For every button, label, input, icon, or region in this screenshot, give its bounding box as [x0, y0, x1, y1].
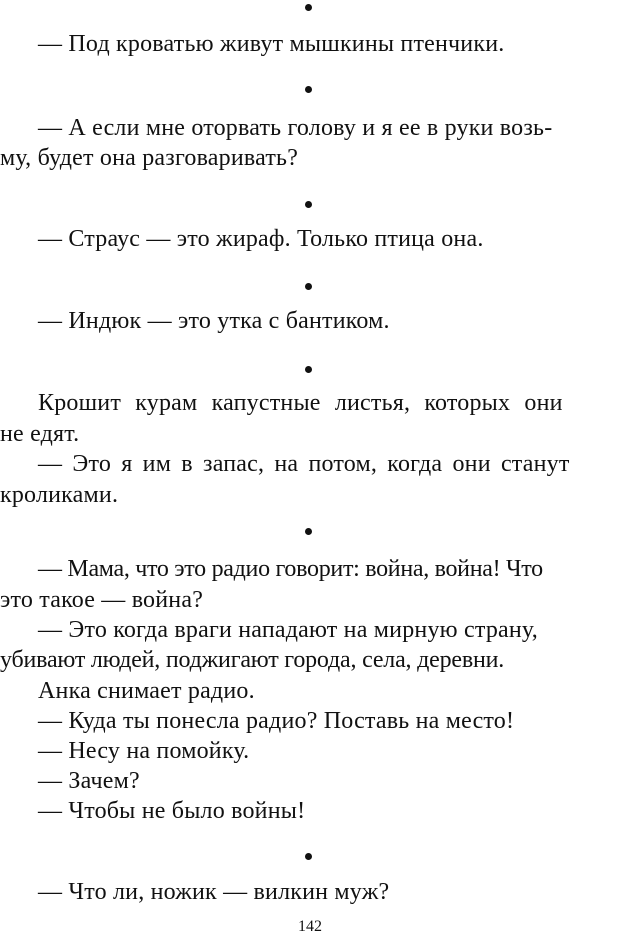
text-line: — Мама, что это радио говорит: война, война! Что — [38, 556, 543, 582]
text-line: — Страус — это жираф. Только птица она. — [38, 226, 484, 252]
text-line: — А если мне оторвать голову и я ее в руки возь- — [38, 115, 553, 141]
text-line: — Куда ты понесла радио? Поставь на место! — [38, 708, 515, 734]
text-line: кроликами. — [0, 482, 119, 508]
text-line: — Индюк — это утка с бантиком. — [38, 308, 390, 334]
text-line: — Под кроватью живут мышкины птенчики. — [38, 31, 505, 57]
section-separator — [305, 283, 312, 290]
text-line: — Что ли, ножик — вилкин муж? — [38, 879, 390, 905]
section-separator — [305, 853, 312, 860]
text-line: Крошит курам капустные листья, которых они — [38, 390, 563, 416]
section-separator — [305, 201, 312, 208]
text-line: это такое — война? — [0, 587, 204, 613]
section-separator — [305, 366, 312, 373]
text-line: — Это когда враги нападают на мирную страну, — [38, 617, 538, 643]
page-number: 142 — [298, 918, 322, 935]
text-line: — Это я им в запас, на потом, когда они станут — [38, 451, 570, 477]
text-line: — Зачем? — [38, 768, 140, 794]
text-line: — Несу на помойку. — [38, 738, 250, 764]
section-separator — [305, 528, 312, 535]
section-separator — [305, 4, 312, 11]
text-line: Анка снимает радио. — [38, 678, 255, 704]
text-line: убивают людей, поджигают города, села, деревни. — [0, 647, 505, 673]
section-separator — [305, 86, 312, 93]
text-line: — Чтобы не было войны! — [38, 798, 306, 824]
text-line: не едят. — [0, 421, 80, 447]
text-line: му, будет она разговаривать? — [0, 145, 299, 171]
